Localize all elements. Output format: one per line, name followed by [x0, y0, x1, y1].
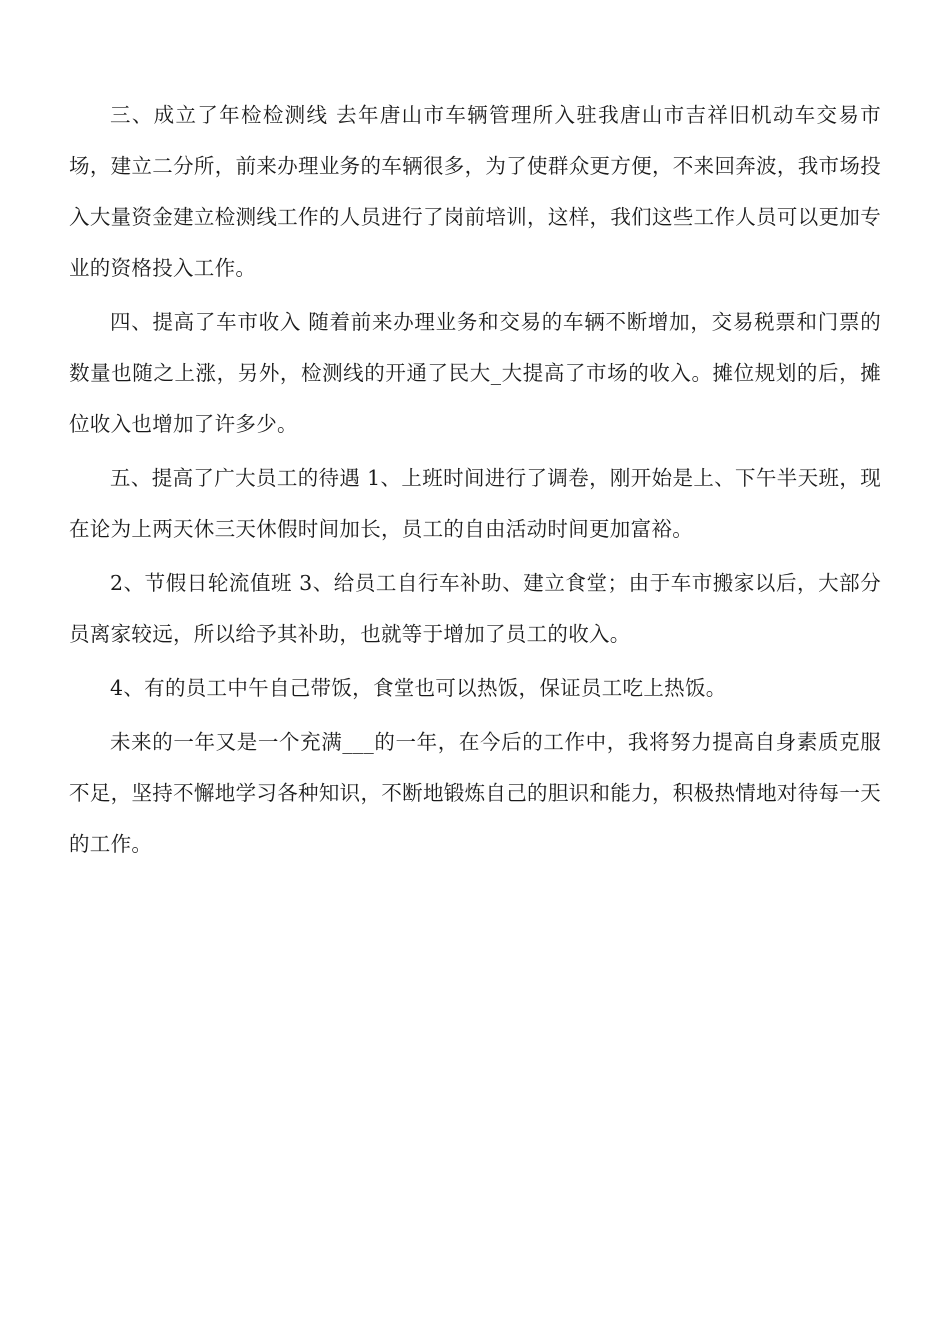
- paragraph-holiday-duty: 2、节假日轮流值班 3、给员工自行车补助、建立食堂；由于车市搬家以后，大部分员离家较远，所以给予其补助，也就等于增加了员工的收入。: [69, 571, 881, 646]
- paragraph-future-plan: 未来的一年又是一个充满___的一年，在今后的工作中，我将努力提高自身素质克服不足，坚持不懈地学习各种知识，不断地锻炼自己的胆识和能力，积极热情地对待每一天的工作。: [69, 730, 881, 856]
- paragraph-staff-benefits: 五、提高了广大员工的待遇 1、上班时间进行了调卷，刚开始是上、下午半天班，现在论为上两天休三天休假时间加长，员工的自由活动时间更加富裕。: [69, 466, 881, 541]
- paragraph-market-income: 四、提高了车市收入 随着前来办理业务和交易的车辆不断增加，交易税票和门票的数量也随之上涨，另外，检测线的开通了民大_大提高了市场的收入。摊位规划的后，摊位收入也增加了许多少。: [69, 310, 881, 436]
- document-body: [69, 90, 881, 870]
- paragraph-canteen: 4、有的员工中午自己带饭，食堂也可以热饭，保证员工吃上热饭。: [110, 676, 727, 700]
- paragraph-annual-inspection-line: 三、成立了年检检测线 去年唐山市车辆管理所入驻我唐山市吉祥旧机动车交易市场，建立二分所，前来办理业务的车辆很多，为了使群众更方便，不来回奔波，我市场投入大量资金建立检测线工作的人员进行了岗前培训，这样，我们这些工作人员可以更加专业的资格投入工作。: [69, 103, 881, 280]
